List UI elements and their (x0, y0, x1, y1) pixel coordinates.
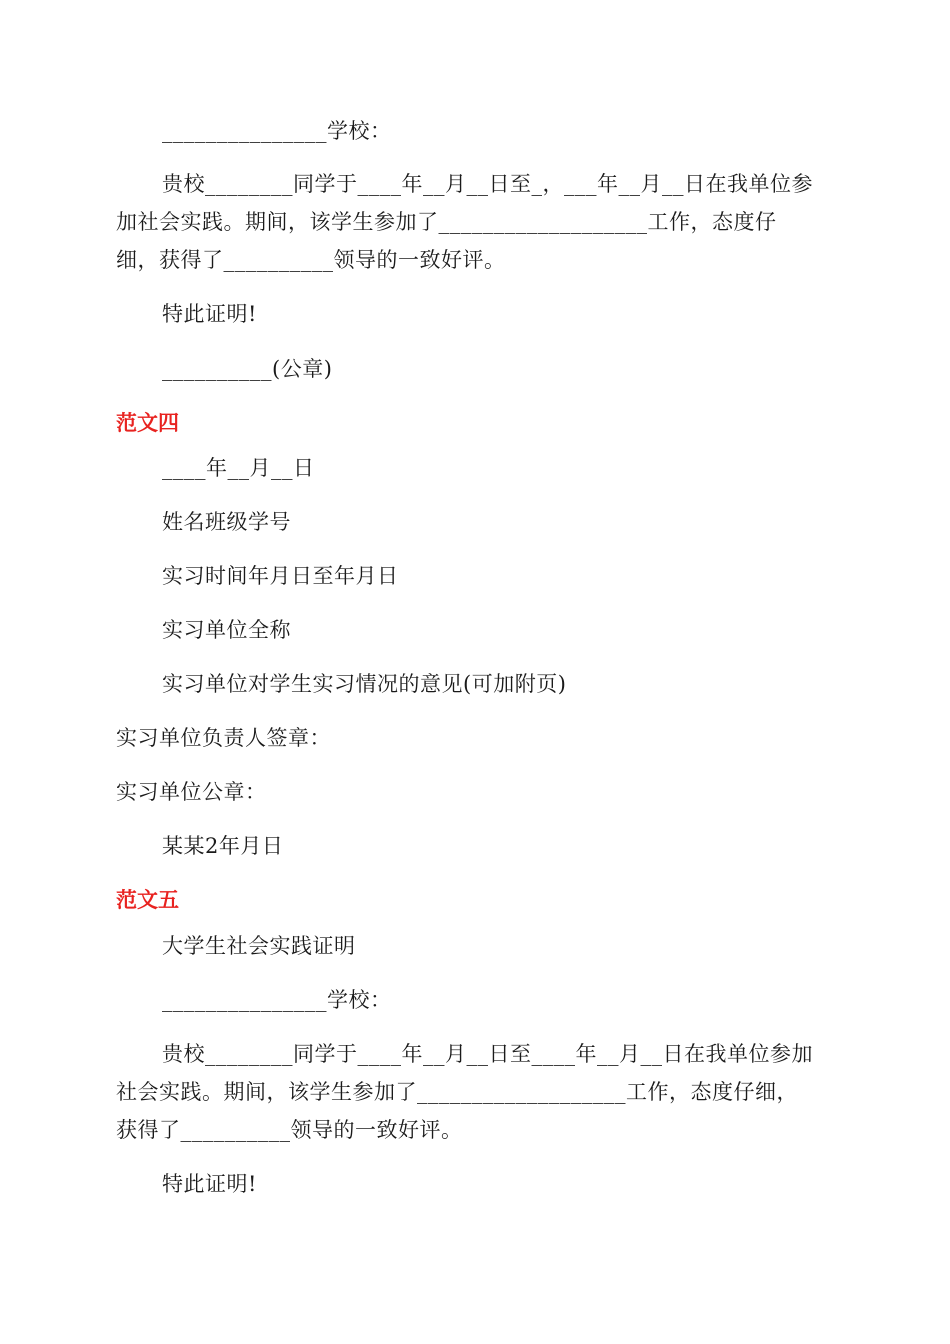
final-date-line: 某某2年月日 (162, 834, 284, 858)
body-line-2: 加社会实践。期间，该学生参加了___________________工作，态度仔 (116, 210, 777, 234)
signature-line: 实习单位负责人签章： (116, 726, 331, 750)
unit-opinion-line: 实习单位对学生实习情况的意见(可加附页) (162, 672, 567, 696)
internship-unit-line: 实习单位全称 (162, 618, 291, 642)
school-line: _______________学校： (162, 119, 392, 143)
certificate-title: 大学生社会实践证明 (162, 934, 356, 958)
certify-line-2: 特此证明! (162, 1172, 257, 1196)
heading-section-five: 范文五 (116, 888, 179, 912)
body-line-1: 贵校________同学于____年__月__日至_，___年__月__日在我单位参 (162, 172, 813, 196)
internship-time-line: 实习时间年月日至年月日 (162, 564, 399, 588)
date-line: ____年__月__日 (162, 456, 315, 480)
certify-line: 特此证明! (162, 302, 257, 326)
heading-section-four: 范文四 (116, 411, 179, 435)
school-line-2: _______________学校： (162, 988, 392, 1012)
body-line-4: 贵校________同学于____年__月__日至____年__月__日在我单位参加 (162, 1042, 813, 1066)
seal-line: __________(公章) (162, 357, 333, 381)
name-class-id-line: 姓名班级学号 (162, 510, 291, 534)
body-line-3: 细，获得了__________领导的一致好评。 (116, 248, 506, 272)
body-line-5: 社会实践。期间，该学生参加了___________________工作，态度仔细， (116, 1080, 798, 1104)
unit-seal-line: 实习单位公章： (116, 780, 267, 804)
body-line-6: 获得了__________领导的一致好评。 (116, 1118, 463, 1142)
